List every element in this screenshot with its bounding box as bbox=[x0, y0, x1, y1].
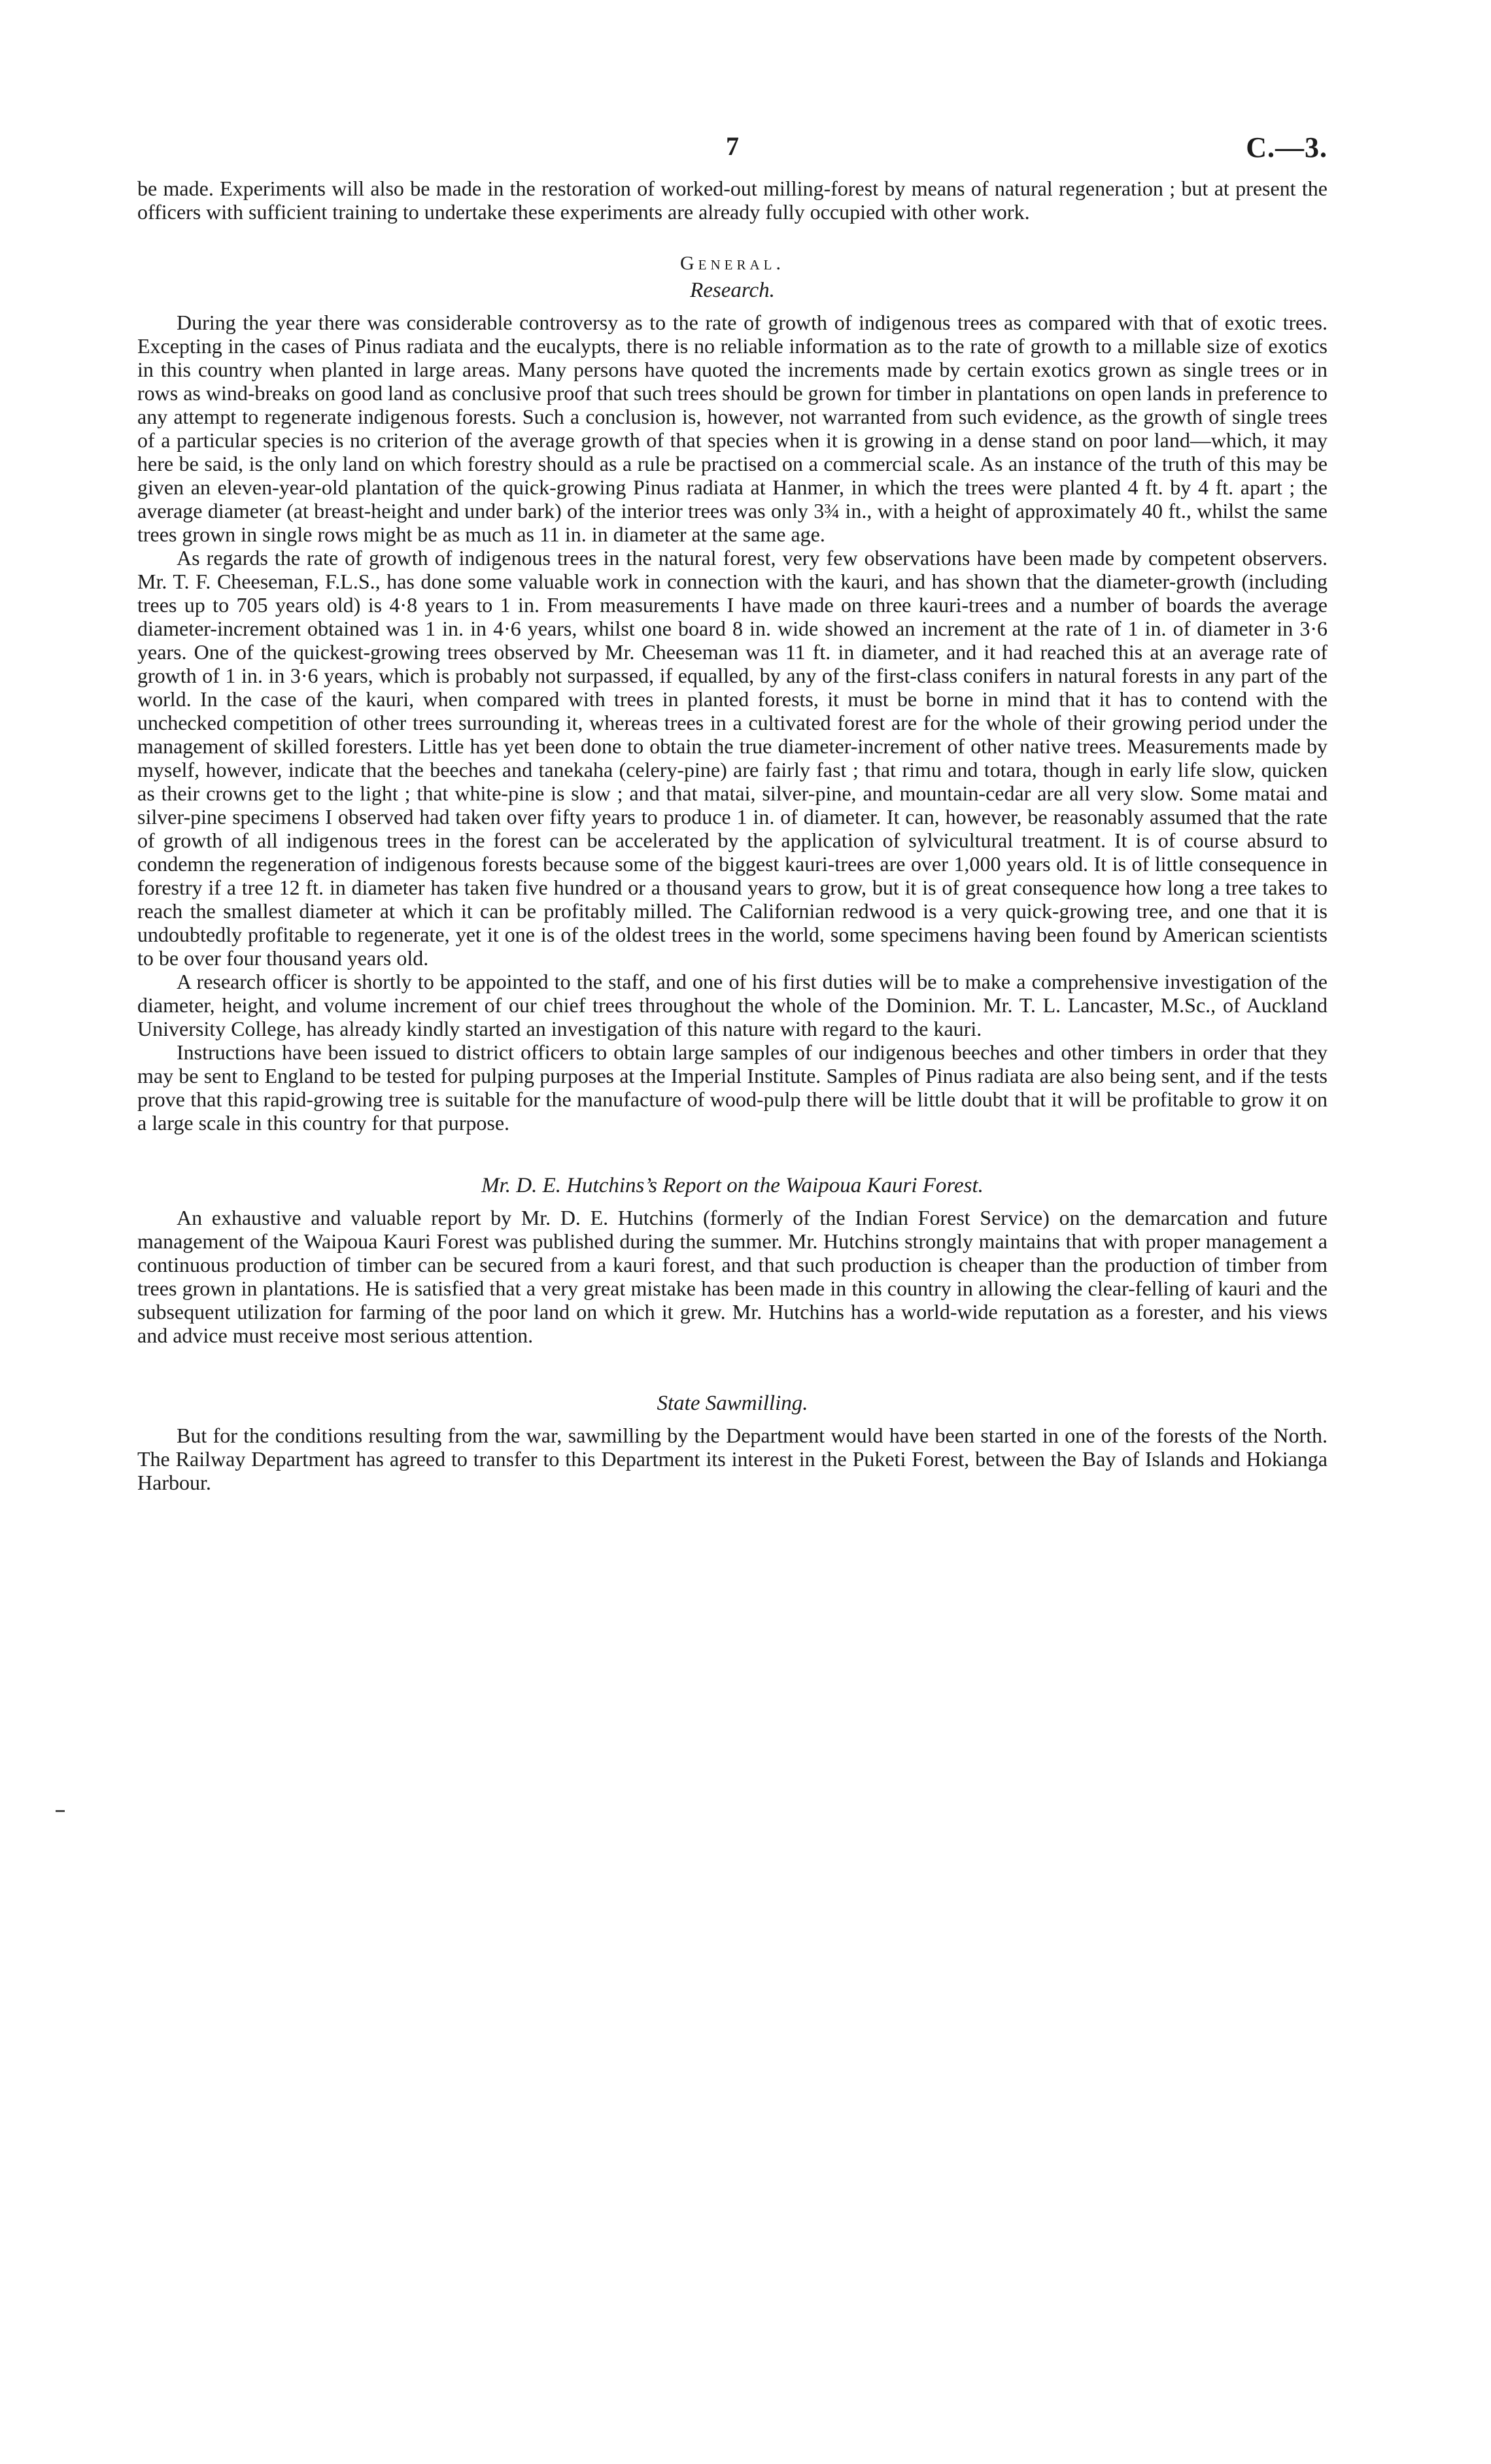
document-page bbox=[137, 131, 1328, 1494]
hutchins-paragraph: An exhaustive and valuable report by Mr. D. E. Hutchins (formerly of the Indian Forest Service) on the demarcation and future management of the Waipoua Kauri Forest was published during the summer. Mr. Hutchins strongly maintains that with proper management a continuous production of timber can be secured from a kauri forest, and that such production is cheaper than the production of timber from trees grown in plantations. He is satisfied that a very great mistake has been made in this country in allowing the clear-felling of kauri and the subsequent utilization for farming of the poor land on which it grew. Mr. Hutchins has a world-wide reputation as a forester, and his views and advice must receive most serious attention. bbox=[137, 1206, 1328, 1347]
research-paragraph-2: As regards the rate of growth of indigenous trees in the natural forest, very few observations have been made by competent observers. Mr. T. F. Cheeseman, F.L.S., has done some valuable work in connection with the kauri, and has shown that the diameter-growth (including trees up to 705 years old) is 4·8 years to 1 in. From measurements I have made on three kauri-trees and a number of boards the average diameter-increment obtained was 1 in. in 4·6 years, whilst one board 8 in. wide showed an increment at the rate of 1 in. of diameter in 3·6 years. One of the quickest-growing trees observed by Mr. Cheeseman was 11 ft. in diameter, and it had reached this at an average rate of growth of 1 in. in 3·6 years, which is probably not surpassed, if equalled, by any of the first-class conifers in natural forests in any part of the world. In the case of the kauri, when compared with trees in planted forests, it must be borne in mind that it has to contend with the unchecked competition of other trees surrounding it, whereas trees in a cultivated forest are for the whole of their growing period under the management of skilled foresters. Little has yet been done to obtain the true diameter-increment of other native trees. Measurements made by myself, however, indicate that the beeches and tanekaha (celery-pine) are fairly fast ; that rimu and totara, though in early life slow, quicken as their crowns get to the light ; that white-pine is slow ; and that matai, silver-pine, and mountain-cedar are all very slow. Some matai and silver-pine specimens I observed had taken over fifty years to produce 1 in. of diameter. It can, however, be reasonably assumed that the rate of growth of all indigenous trees in the forest can be accelerated by the application of sylvicultural treatment. It is of course absurd to condemn the regeneration of indigenous forests because some of the biggest kauri-trees are over 1,000 years old. It is of little consequence in forestry if a tree 12 ft. in diameter has taken five hundred or a thousand years to grow, but it is of great consequence how long a tree takes to reach the smallest diameter at which it can be profitably milled. The Californian redwood is a very quick-growing tree, and one that it is undoubtedly profitable to regenerate, yet it one is of the oldest trees in the world, some specimens having been found by American scientists to be over four thousand years old. bbox=[137, 546, 1328, 970]
subheading-hutchins-report: Mr. D. E. Hutchins’s Report on the Waipoua Kauri Forest. bbox=[481, 1174, 984, 1197]
document-reference: C.—3. bbox=[1246, 131, 1328, 163]
subheading-research: Research. bbox=[690, 279, 775, 302]
research-paragraph-1: During the year there was considerable controversy as to the rate of growth of indigenous trees as compared with that of exotic trees. Excepting in the cases of Pinus radiata and the eucalypts, there is no reliable information as to the rate of growth to a millable size of exotics in this country when planted in large areas. Many persons have quoted the increments made by certain exotics grown as single trees or in rows as wind-breaks on good land as conclusive proof that such trees should be grown for timber in plantations on open lands in preference to any attempt to regenerate indigenous forests. Such a conclusion is, however, not warranted from such evidence, as the growth of single trees of a particular species is no criterion of the average growth of that species when it is growing in a dense stand on poor land—which, it may here be said, is the only land on which forestry should as a rule be practised on a commercial scale. As an instance of the truth of this may be given an eleven-year-old plantation of the quick-growing Pinus radiata at Hanmer, in which the trees were planted 4 ft. by 4 ft. apart ; the average diameter (at breast-height and under bark) of the interior trees was only 3¾ in., with a height of approximately 40 ft., whilst the same trees grown in single rows might be as much as 11 in. in diameter at the same age. bbox=[137, 311, 1328, 546]
intro-paragraph: be made. Experiments will also be made in the restoration of worked-out milling-forest by means of natural regeneration ; but at present the officers with sufficient training to undertake these experiments are already fully occupied with other work. bbox=[137, 177, 1328, 224]
research-paragraph-4: Instructions have been issued to district officers to obtain large samples of our indigenous beeches and other timbers in order that they may be sent to England to be tested for pulping purposes at the Imperial Institute. Samples of Pinus radiata are also being sent, and if the tests prove that this rapid-growing tree is suitable for the manufacture of wood-pulp there will be little doubt that it will be profitable to grow it on a large scale in this country for that purpose. bbox=[137, 1040, 1328, 1135]
page-number: 7 bbox=[726, 131, 739, 161]
subheading-state-sawmilling: State Sawmilling. bbox=[657, 1392, 808, 1415]
margin-mark bbox=[56, 1810, 65, 1812]
section-heading-general: General. bbox=[680, 252, 785, 274]
research-paragraph-3: A research officer is shortly to be appointed to the staff, and one of his first duties will be to make a comprehensive investigation of the diameter, height, and volume increment of our chief trees throughout the whole of the Dominion. Mr. T. L. Lancaster, M.Sc., of Auckland University College, has already kindly started an investigation of this nature with regard to the kauri. bbox=[137, 970, 1328, 1040]
page-header bbox=[137, 131, 1328, 177]
sawmilling-paragraph: But for the conditions resulting from the war, sawmilling by the Department would have been started in one of the forests of the North. The Railway Department has agreed to transfer to this Department its interest in the Puketi Forest, between the Bay of Islands and Hokianga Harbour. bbox=[137, 1424, 1328, 1494]
